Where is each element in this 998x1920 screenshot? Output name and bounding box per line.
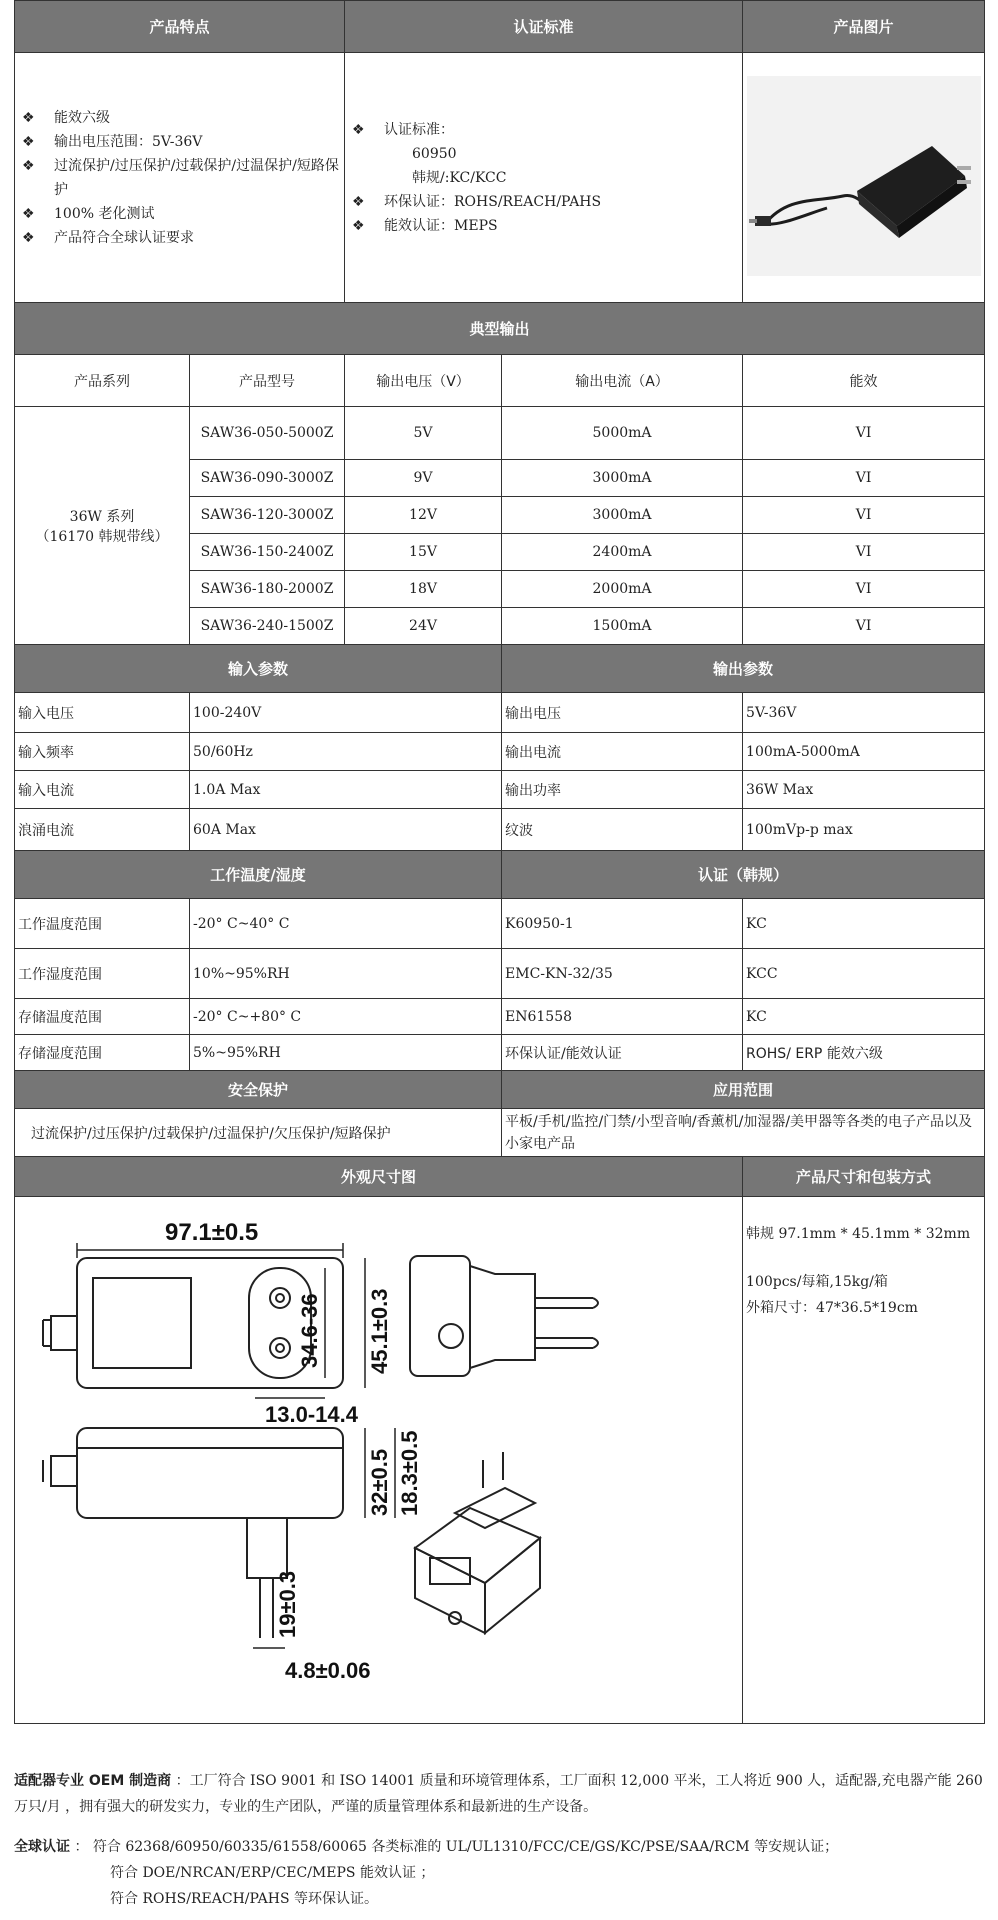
spec-sheet: [14, 0, 984, 1724]
global-label: 全球认证: [14, 1839, 70, 1855]
col-header-series: 产品系列: [15, 355, 190, 407]
cert-standard: EMC-KN-32/35: [502, 949, 743, 999]
cert-mark: KCC: [743, 949, 985, 999]
cert-cell: [345, 53, 743, 303]
efficiency-cell: VI: [743, 497, 985, 534]
cert-sub-kc: 韩规/:KC/KCC: [412, 169, 507, 186]
features-cell: [15, 53, 345, 303]
korea-cert-header: 认证（韩规）: [502, 851, 985, 899]
size-text: 韩规 97.1mm * 45.1mm * 32mm: [746, 1226, 971, 1242]
model-cell: SAW36-180-2000Z: [190, 571, 345, 608]
col-header-current: 输出电流（A）: [502, 355, 743, 407]
cert-list: [348, 118, 739, 142]
param-label: 输出电流: [502, 733, 743, 771]
footer: [14, 1768, 984, 1912]
list-item: ❖ 环保认证：ROHS/REACH/PAHS: [352, 193, 602, 210]
current-cell: 2000mA: [502, 571, 743, 608]
dim-height-2: 18.3±0.5: [397, 1430, 422, 1516]
list-item: ❖ 产品符合全球认证要求: [22, 229, 194, 246]
input-params-header: 输入参数: [15, 645, 502, 693]
efficiency-cell: VI: [743, 571, 985, 608]
list-item: ❖ 输出电压范围：5V-36V: [22, 133, 203, 150]
table-row: [15, 899, 985, 949]
packing-cell: [743, 1197, 985, 1724]
dim-width: 45.1±0.3: [367, 1288, 392, 1374]
table-row: [15, 407, 985, 460]
table-row: [15, 771, 985, 809]
spec-table: [14, 0, 985, 1724]
param-label: 输入电流: [15, 771, 190, 809]
application-text: 平板/手机/监控/门禁/小型音响/香薰机/加湿器/美甲器等各类的电子产品以及小家电产品: [502, 1109, 985, 1157]
env-label: 工作温度范围: [15, 899, 190, 949]
col-header-efficiency: 能效: [743, 355, 985, 407]
param-label: 输出电压: [502, 693, 743, 733]
list-item: ❖ 过流保护/过压保护/过载保护/过温保护/短路保护: [22, 157, 339, 198]
cert-sub-60950: 60950: [412, 145, 457, 162]
model-cell: SAW36-150-2400Z: [190, 534, 345, 571]
current-cell: 1500mA: [502, 608, 743, 645]
cert-standard: 环保认证/能效认证: [502, 1035, 743, 1071]
dim-pin-offset: 13.0-14.4: [265, 1401, 358, 1427]
param-label: 浪涌电流: [15, 809, 190, 851]
series-name: 36W 系列: [69, 508, 135, 525]
param-value: 100-240V: [190, 693, 502, 733]
dim-height: 32±0.5: [367, 1448, 392, 1516]
env-value: -20° C~40° C: [190, 899, 502, 949]
current-cell: 3000mA: [502, 460, 743, 497]
cert-standard: EN61558: [502, 999, 743, 1035]
cert-header: 认证标准: [345, 1, 743, 53]
output-params-header: 输出参数: [502, 645, 985, 693]
temp-header: 工作温度/湿度: [15, 851, 502, 899]
pack-text: 100pcs/每箱,15kg/箱: [746, 1274, 888, 1290]
efficiency-cell: VI: [743, 534, 985, 571]
voltage-cell: 18V: [345, 571, 502, 608]
global-line-1: ： 符合 62368/60950/60335/61558/60065 各类标准的 UL/UL1310/FCC/CE/GS/KC/PSE/SAA/RCM 等安规认证；: [74, 1839, 839, 1855]
table-row: [15, 999, 985, 1035]
param-value: 50/60Hz: [190, 733, 502, 771]
global-line-3: 符合 ROHS/REACH/PAHS 等环保认证。: [110, 1891, 378, 1907]
param-label: 输出功率: [502, 771, 743, 809]
param-label: 纹波: [502, 809, 743, 851]
packing-header: 产品尺寸和包装方式: [743, 1157, 985, 1197]
efficiency-cell: VI: [743, 407, 985, 460]
oem-text: ：工厂符合 ISO 9001 和 ISO 14001 质量和环境管理体系，工厂面积 12,000 平米，工人将近 900 人，适配器,充电器产能 260 万只/月 ，拥有强大的研发实力，专业的生产团队，严谨的质量管理体系和最新进的生产设备。: [14, 1773, 983, 1815]
global-cert-paragraph: [14, 1834, 984, 1860]
model-cell: SAW36-050-5000Z: [190, 407, 345, 460]
safety-header: 安全保护: [15, 1071, 502, 1109]
model-cell: SAW36-120-3000Z: [190, 497, 345, 534]
cert-list-2: [348, 190, 739, 238]
typical-output-header: 典型输出: [15, 303, 985, 355]
global-cert-lines: [14, 1860, 984, 1912]
dim-pin-diameter: 4.8±0.06: [285, 1657, 371, 1683]
voltage-cell: 15V: [345, 534, 502, 571]
cert-standard: K60950-1: [502, 899, 743, 949]
series-note: （16170 韩规带线）: [35, 528, 169, 545]
voltage-cell: 24V: [345, 608, 502, 645]
dim-pin-spacing: 34.6-36: [297, 1292, 322, 1368]
param-value: 60A Max: [190, 809, 502, 851]
dim-length: 97.1±0.5: [165, 1218, 259, 1246]
current-cell: 5000mA: [502, 407, 743, 460]
cert-mark: KC: [743, 899, 985, 949]
table-row: [15, 693, 985, 733]
features-list: [18, 106, 341, 250]
param-value: 100mVp-p max: [743, 809, 985, 851]
param-value: 5V-36V: [743, 693, 985, 733]
current-cell: 2400mA: [502, 534, 743, 571]
env-label: 存储温度范围: [15, 999, 190, 1035]
protection-text: 过流保护/过压保护/过载保护/过温保护/欠压保护/短路保护: [15, 1109, 502, 1157]
features-header: 产品特点: [15, 1, 345, 53]
env-value: -20° C~+80° C: [190, 999, 502, 1035]
product-photo: [747, 76, 981, 276]
efficiency-cell: VI: [743, 608, 985, 645]
table-row: [15, 1035, 985, 1071]
list-item: ❖ 认证标准：: [352, 121, 455, 138]
col-header-voltage: 输出电压（V）: [345, 355, 502, 407]
voltage-cell: 12V: [345, 497, 502, 534]
env-value: 5%~95%RH: [190, 1035, 502, 1071]
model-cell: SAW36-090-3000Z: [190, 460, 345, 497]
table-row: [15, 949, 985, 999]
param-label: 输入电压: [15, 693, 190, 733]
model-cell: SAW36-240-1500Z: [190, 608, 345, 645]
list-item: ❖ 100% 老化测试: [22, 205, 155, 222]
cert-mark: ROHS/ ERP 能效六级: [743, 1035, 985, 1071]
param-value: 1.0A Max: [190, 771, 502, 809]
global-line-2: 符合 DOE/NRCAN/ERP/CEC/MEPS 能效认证 ；: [110, 1865, 435, 1881]
env-value: 10%~95%RH: [190, 949, 502, 999]
dimension-drawing: [15, 1198, 735, 1723]
list-item: ❖ 能效认证：MEPS: [352, 217, 498, 234]
env-label: 工作湿度范围: [15, 949, 190, 999]
efficiency-cell: VI: [743, 460, 985, 497]
env-label: 存储湿度范围: [15, 1035, 190, 1071]
oem-label: 适配器专业 OEM 制造商: [14, 1773, 172, 1789]
series-cell: [15, 407, 190, 645]
oem-paragraph: [14, 1768, 984, 1820]
carton-text: 外箱尺寸：47*36.5*19cm: [746, 1300, 918, 1316]
image-header: 产品图片: [743, 1, 985, 53]
table-row: [15, 733, 985, 771]
param-label: 输入频率: [15, 733, 190, 771]
current-cell: 3000mA: [502, 497, 743, 534]
param-value: 100mA-5000mA: [743, 733, 985, 771]
dim-pin-length: 19±0.3: [275, 1570, 300, 1638]
dimension-header: 外观尺寸图: [15, 1157, 743, 1197]
product-image-cell: [743, 53, 985, 303]
list-item: ❖ 能效六级: [22, 109, 110, 126]
table-row: [15, 809, 985, 851]
application-header: 应用范围: [502, 1071, 985, 1109]
voltage-cell: 5V: [345, 407, 502, 460]
dimension-drawing-cell: [15, 1197, 743, 1724]
col-header-model: 产品型号: [190, 355, 345, 407]
cert-mark: KC: [743, 999, 985, 1035]
voltage-cell: 9V: [345, 460, 502, 497]
param-value: 36W Max: [743, 771, 985, 809]
